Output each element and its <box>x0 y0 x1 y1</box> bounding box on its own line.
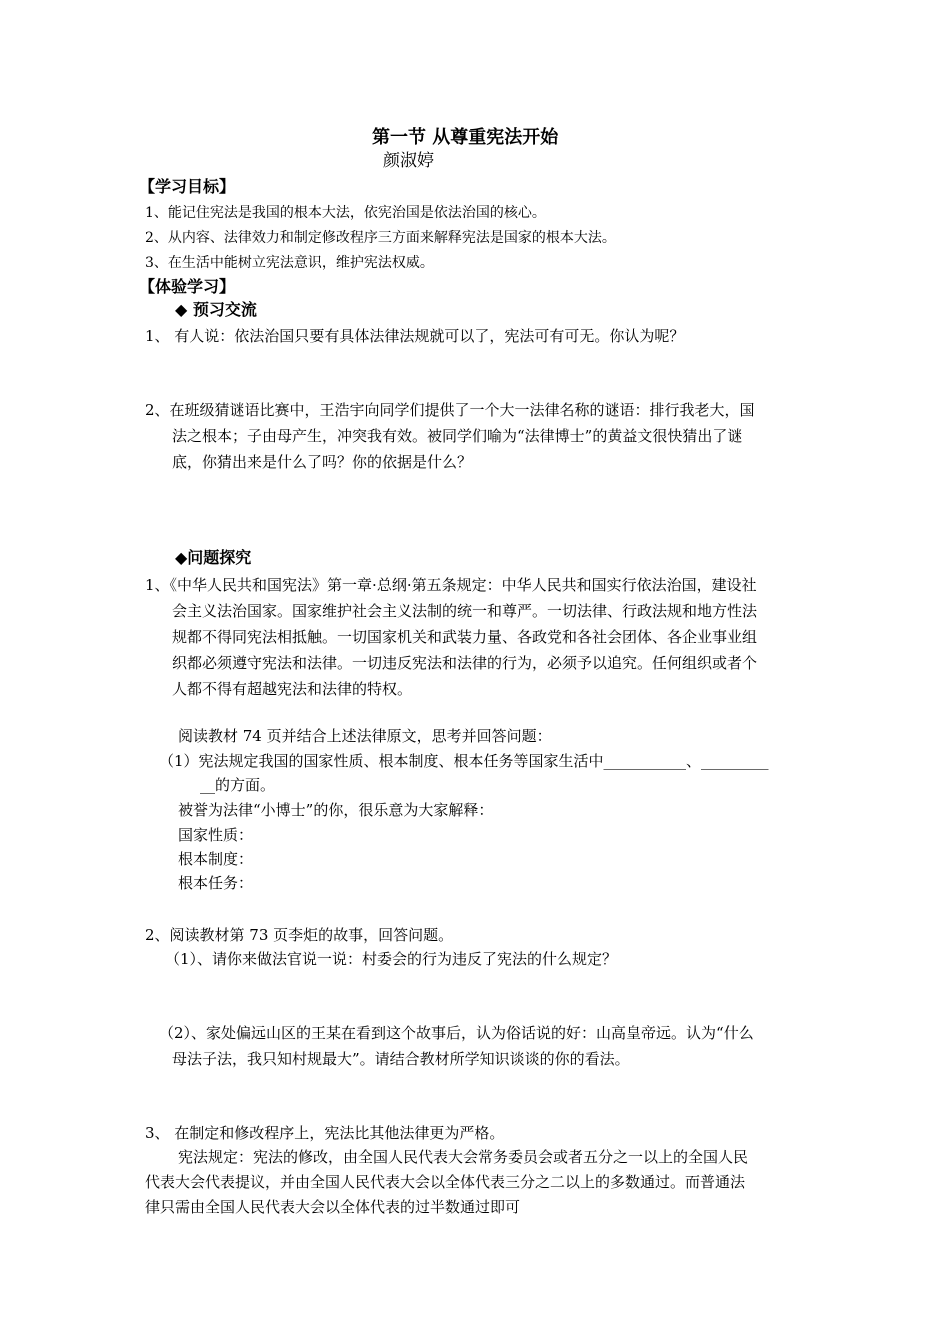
explore-paragraph-1-line: 人都不得有超越宪法和法律的特权。 <box>172 680 413 698</box>
explore-question-2b-line: （2）、家处偏远山区的王某在看到这个故事后，认为俗话说的好：山高皇帝远。认为“什么 <box>159 1024 754 1042</box>
question-3-text-line: 代表大会代表提议，并由全国人民代表大会以全体代表三分之二以上的多数通过。而普通法 <box>145 1173 746 1191</box>
explore-paragraph-1-line: 规都不得同宪法相抵触。一切国家机关和武装力量、各政党和各社会团体、各企业事业组 <box>172 628 758 646</box>
answer-label-task: 根本任务： <box>178 874 254 892</box>
question-3-text-line: 律只需由全国人民代表大会以全体代表的过半数通过即可 <box>145 1198 521 1216</box>
experience-heading: 【体验学习】 <box>139 277 236 296</box>
explore-paragraph-1-line: 织都必须遵守宪法和法律。一切违反宪法和法律的行为，必须予以追究。任何组织或者个 <box>172 654 758 672</box>
answer-label-nature: 国家性质： <box>178 826 254 844</box>
explore-question-2b-line: 母法子法，我只知村规最大”。请结合教材所学知识谈谈的你的看法。 <box>172 1050 630 1068</box>
preview-question-2-line: 2、在班级猜谜语比赛中，王浩宇向同学们提供了一个大一法律名称的谜语：排行我老大，国 <box>145 401 755 419</box>
question-3-text-line: 宪法规定：宪法的修改，由全国人民代表大会常务委员会或者五分之一以上的全国人民 <box>178 1148 749 1166</box>
goal-item: 1、能记住宪法是我国的根本大法，依宪治国是依法治国的核心。 <box>145 205 546 221</box>
explore-paragraph-1-line: 会主义法治国家。国家维护社会主义法制的统一和尊严。一切法律、行政法规和地方性法 <box>172 602 758 620</box>
preview-heading: ◆ 预习交流 <box>175 300 257 319</box>
goals-heading: 【学习目标】 <box>139 177 236 196</box>
answer-label-system: 根本制度： <box>178 850 254 868</box>
explore-question-2a: （1）、请你来做法官说一说：村委会的行为违反了宪法的什么规定？ <box>165 950 618 968</box>
sub-question-1-line: __的方面。 <box>200 776 276 794</box>
preview-question-2-line: 底，你猜出来是什么了吗？你的依据是什么？ <box>172 453 473 471</box>
goal-item: 2、从内容、法律效力和制定修改程序三方面来解释宪法是国家的根本大法。 <box>145 230 616 246</box>
explore-heading: ◆问题探究 <box>175 548 252 567</box>
explore-question-3: 3、 在制定和修改程序上，宪法比其他法律更为严格。 <box>145 1124 505 1142</box>
page-title: 第一节 从尊重宪法开始 <box>372 127 559 148</box>
explore-paragraph-1-line: 1、《中华人民共和国宪法》第一章·总纲·第五条规定：中华人民共和国实行依法治国，建设社 <box>145 576 757 594</box>
preview-question-2-line: 法之根本；子由母产生，冲突我有效。被同学们喻为“法律博士”的黄益文很快猜出了谜 <box>172 427 743 445</box>
read-instruction-1: 阅读教材 74 页并结合上述法律原文，思考并回答问题： <box>178 727 552 745</box>
preview-question-1: 1、 有人说：依法治国只要有具体法律法规就可以了，宪法可有可无。你认为呢？ <box>145 327 685 345</box>
author-name: 颜淑婷 <box>383 151 434 171</box>
explain-prompt: 被誉为法律“小博士”的你，很乐意为大家解释： <box>178 801 494 819</box>
sub-question-1-line: （1）宪法规定我国的国家性质、根本制度、根本任务等国家生活中___________、_________ <box>159 752 769 770</box>
goal-item: 3、在生活中能树立宪法意识，维护宪法权威。 <box>145 255 434 271</box>
explore-question-2: 2、阅读教材第 73 页李炬的故事，回答问题。 <box>145 926 454 944</box>
